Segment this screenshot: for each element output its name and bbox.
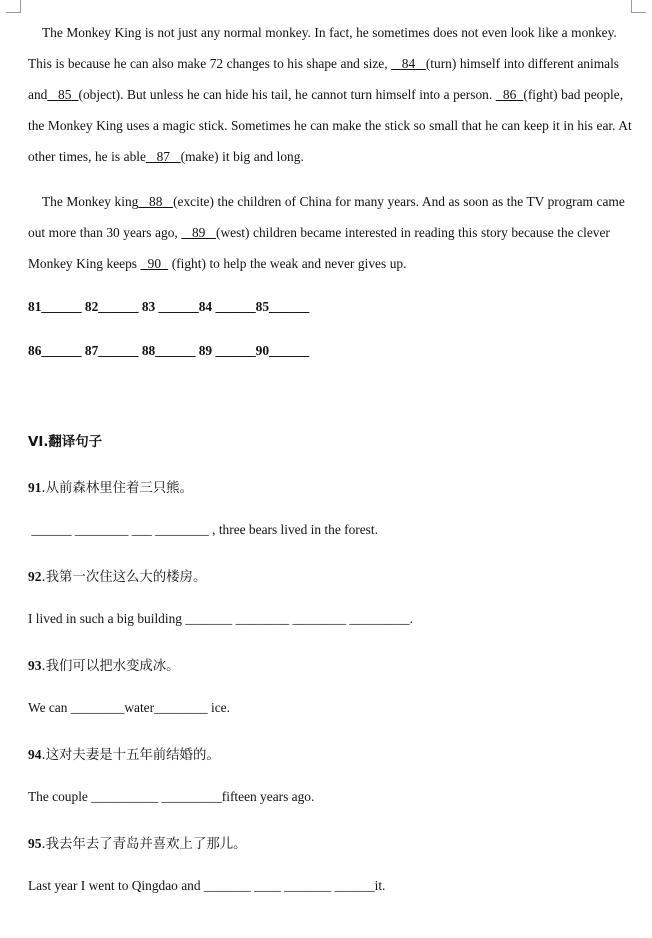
question-91-answer: ______ ________ ___ ________ , three bears lived in the forest. (28, 522, 378, 537)
question-93-answer: We can ________water________ ice. (28, 700, 230, 715)
passage-paragraph-1: The Monkey King is not just any normal monkey. In fact, he sometimes does not even look like a monkey. This is because he can also make 72 changes to his shape and size, 84 (turn) himself into different animals and 85 (object). But unless he can hide his tail, he cannot turn himself into a person. 86 (fight) bad people, the Monkey King uses a magic stick. Sometimes he can make the stick so small that he can keep it in his ear. At other times, he is able 87 (make) it big and long. (28, 25, 632, 164)
blank-85: 85 (58, 87, 72, 102)
blank-89: 89 (191, 225, 206, 240)
question-95-answer: Last year I went to Qingdao and _______ ____ _______ ______it. (28, 878, 386, 893)
page-corner-mark-right (631, 0, 646, 13)
question-92-prompt: 92.我第一次住这么大的楼房。 (28, 569, 207, 585)
question-92-answer: I lived in such a big building _______ ________ ________ _________. (28, 611, 413, 626)
question-94-answer: The couple __________ _________fifteen years ago. (28, 789, 315, 804)
blank-87: 87 (156, 149, 170, 164)
blank-90: 90 (147, 256, 162, 271)
question-93-prompt: 93.我们可以把水变成冰。 (28, 658, 180, 674)
question-95-prompt: 95.我去年去了青岛并喜欢上了那儿。 (28, 836, 247, 852)
passage-paragraph-2: The Monkey king 88 (excite) the children of China for many years. And as soon as the TV program came out more than 30 years ago, 89 (west) children became interested in reading this story because the clever Monkey King keeps 90 (fight) to help the weak and never gives up. (28, 194, 625, 271)
page-corner-mark-left (6, 0, 21, 13)
question-91-prompt: 91.从前森林里住着三只熊。 (28, 480, 193, 496)
answer-row-81-85: 81______ 82______ 83 ______84 ______85______ (28, 299, 310, 314)
blank-88: 88 (149, 194, 163, 209)
answer-row-86-90: 86______ 87______ 88______ 89 ______90______ (28, 343, 310, 358)
section-title: VI.翻译句子 (28, 435, 102, 450)
question-94-prompt: 94.这对夫妻是十五年前结婚的。 (28, 747, 220, 763)
blank-86: 86 (502, 87, 517, 102)
blank-84: 84 (401, 56, 416, 71)
